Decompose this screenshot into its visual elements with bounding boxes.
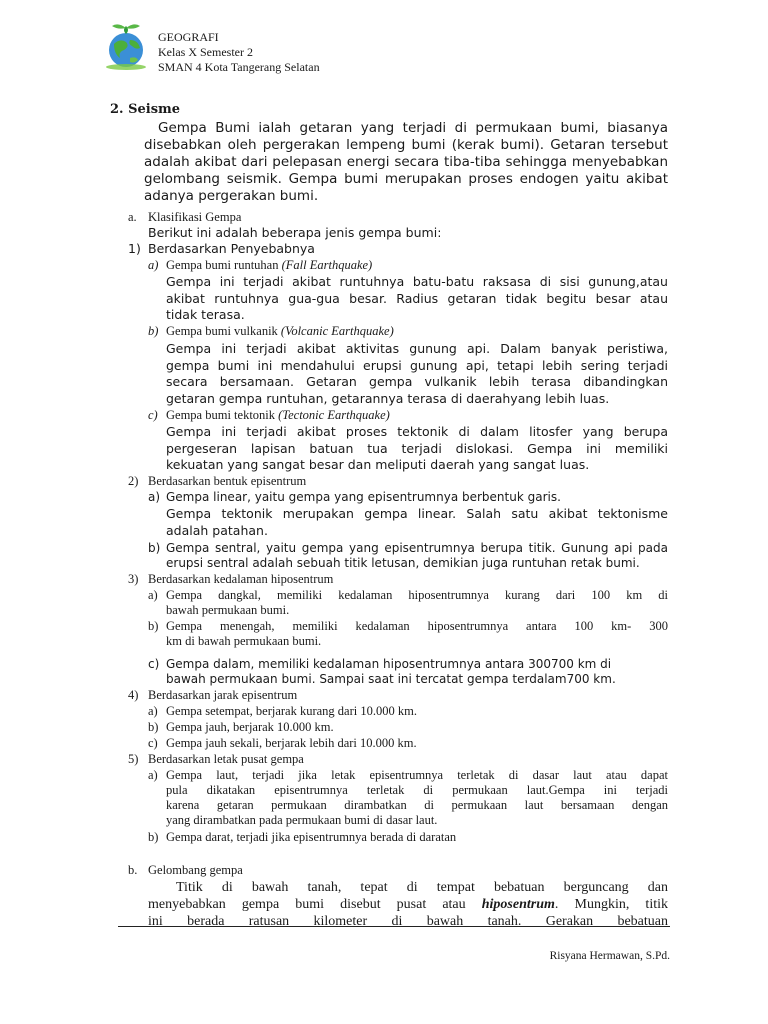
list-number: 3): [128, 572, 139, 586]
item-text-dangkal: Gempa dangkal, memiliki kedalaman hiposentrumnya kurang dari 100 km di bawah permukaan bumi.: [166, 588, 668, 617]
intro-line: disebabkan oleh pergerakan lempeng bumi (kerak bumi). Getaran tersebut: [144, 137, 668, 153]
intro-line: adalah akibat dari pelepasan energi secara tiba-tiba sehingga menyebabkan: [144, 154, 668, 170]
footer-author: Risyana Hermawan, S.Pd.: [549, 950, 670, 962]
item-mark: a): [148, 768, 158, 782]
globe-logo-icon: [100, 20, 152, 72]
item-title-tectonic: Gempa bumi tektonik (Tectonic Earthquake): [166, 408, 390, 422]
part-b-paragraph: Titik di bawah tanah, tepat di tempat bebatuan berguncang dan menyebabkan gempa bumi disebut pusat atau hiposentrum. Mungkin, titik ini berada ratusan kilometer di bawah tanah. Gerakan bebatuan: [148, 880, 668, 929]
item-text-sentral: Gempa sentral, yaitu gempa yang episentrumnya berupa titik. Gunung api pada erupsi sentral adalah sebuah titik letusan, demikian juga runtuhan retak bumi.: [166, 541, 668, 570]
group-4-title: Berdasarkan jarak episentrum: [148, 688, 298, 702]
header-class: Kelas X Semester 2: [158, 45, 253, 59]
item-mark: b): [148, 619, 159, 633]
item-text-volcanic: Gempa ini terjadi akibat aktivitas gunung api. Dalam banyak peristiwa, gempa bumi ini mendahului erupsi gunung api, tetapi lebih sering terjadi secara bersamaan. Getaran gempa vulkanik lebih terasa dibandingkan getaran gempa runtuhan, getarannya terasa di daerahyang lebih luas.: [166, 341, 668, 406]
list-number: 5): [128, 752, 139, 766]
list-number: 2): [128, 474, 139, 488]
item-mark: c): [148, 408, 158, 422]
intro-line: Gempa Bumi ialah getaran yang terjadi di permukaan bumi, biasanya: [158, 120, 668, 136]
item-text-setempat: Gempa setempat, berjarak kurang dari 10.000 km.: [166, 704, 417, 718]
part-a-label: a.: [128, 210, 137, 224]
item-mark: a): [148, 704, 158, 718]
item-text-laut: Gempa laut, terjadi jika letak episentrumnya terletak di dasar laut atau dapat pula dikatakan episentrumnya terletak di permukaan laut.Gempa ini terjadi karena getaran permukaan dirambatkan di permukaan laut bersamaan dengan yang dirambatkan pada permukaan bumi di dasar laut.: [166, 768, 668, 827]
header-subject: GEOGRAFI: [158, 30, 219, 44]
item-mark: a): [148, 490, 161, 504]
item-mark: b): [148, 541, 161, 555]
header-school: SMAN 4 Kota Tangerang Selatan: [158, 60, 320, 74]
item-text-dalam: Gempa dalam, memiliki kedalaman hiposentrumnya antara 300700 km di bawah permukaan bumi. Sampai saat ini tercatat gempa terdalam700 km.: [166, 657, 616, 686]
item-title-fall: Gempa bumi runtuhan (Fall Earthquake): [166, 258, 373, 272]
list-number: 4): [128, 688, 139, 702]
intro-paragraph: [144, 120, 668, 205]
footer-divider: [118, 926, 670, 927]
group-2-title: Berdasarkan bentuk episentrum: [148, 474, 307, 488]
document-header: [158, 30, 320, 75]
intro-line: adanya pergerakan bumi.: [144, 188, 319, 204]
section-title: 2. Seisme: [110, 102, 181, 117]
item-text-jauh: Gempa jauh, berjarak 10.000 km.: [166, 720, 334, 734]
part-b-label: b.: [128, 863, 138, 877]
item-mark: a): [148, 588, 158, 602]
item-text-darat: Gempa darat, terjadi jika episentrumnya berada di daratan: [166, 830, 457, 844]
group-3-title: Berdasarkan kedalaman hiposentrum: [148, 572, 334, 586]
item-mark: b): [148, 324, 159, 338]
intro-line: gelombang seismik. Gempa bumi merupakan proses endogen yaitu akibat: [144, 171, 668, 187]
group-1-title: Berdasarkan Penyebabnya: [148, 241, 315, 256]
item-linear: Gempa linear, yaitu gempa yang episentrumnya berbentuk garis.: [166, 490, 561, 504]
item-mark: a): [148, 258, 159, 272]
item-mark: b): [148, 720, 159, 734]
part-a-lead: Berikut ini adalah beberapa jenis gempa bumi:: [148, 225, 442, 240]
item-title-volcanic: Gempa bumi vulkanik (Volcanic Earthquake): [166, 324, 394, 338]
item-text-tectonic: Gempa ini terjadi akibat proses tektonik di dalam litosfer yang berupa pergeseran lapisan batuan tua terjadi dislokasi. Gempa ini memiliki kekuatan yang sangat besar dan meliputi daerah yang sangat luas.: [166, 424, 668, 472]
item-mark: c): [148, 736, 158, 750]
item-text-menengah: Gempa menengah, memiliki kedalaman hiposentrumnya antara 100 km- 300 km di bawah permukaan bumi.: [166, 619, 668, 648]
list-number: 1): [128, 241, 141, 256]
item-text-fall: Gempa ini terjadi akibat runtuhnya batu-batu raksasa di sisi gunung,atau akibat runtuhnya gua-gua besar. Radius getaran tidak begitu besar atau tidak terasa.: [166, 274, 668, 322]
group-5-title: Berdasarkan letak pusat gempa: [148, 752, 304, 766]
item-mark: b): [148, 830, 159, 844]
item-text-linear: Gempa tektonik merupakan gempa linear. Salah satu akibat tektonisme adalah patahan.: [166, 506, 668, 538]
part-b-title: Gelombang gempa: [148, 863, 243, 877]
item-text-jauh-sekali: Gempa jauh sekali, berjarak lebih dari 10.000 km.: [166, 736, 417, 750]
part-a-title: Klasifikasi Gempa: [148, 210, 242, 224]
item-mark: c): [148, 657, 160, 671]
